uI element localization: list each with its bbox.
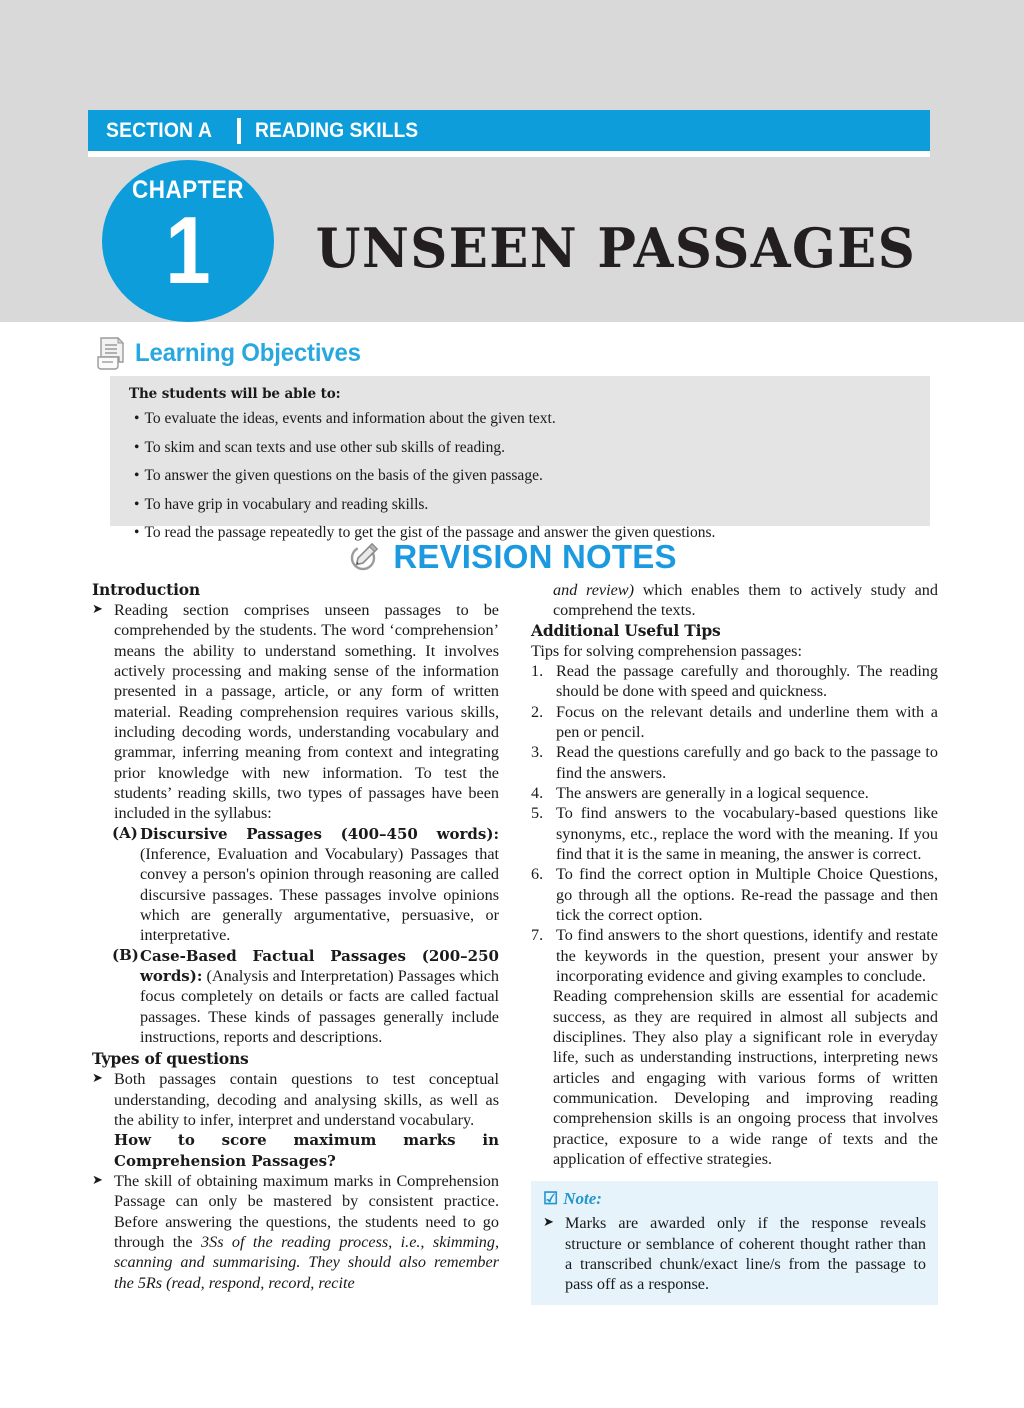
- passage-type-a-label: (A): [112, 823, 138, 842]
- note-text: ➤ Marks are awarded only if the response reveals structure or semblance of coherent thought rather than a transcribed chunk/exact line/s from the passage to pass off as a response.: [543, 1213, 926, 1294]
- passage-type-a: [92, 824, 499, 946]
- tip-text: To find the correct option in Multiple Choice Questions, go through all the options. Re-read the passage and then tick the correct option.: [556, 865, 938, 924]
- tip-item: [531, 864, 938, 925]
- chapter-number: 1: [165, 197, 211, 304]
- bullet-glyph: •: [134, 467, 140, 485]
- revision-notes-title: REVISION NOTES: [393, 538, 677, 575]
- pencil-revision-icon: [347, 541, 379, 573]
- section-bar: [88, 110, 930, 151]
- tip-text: To find answers to the short questions, identify and restate the keywords in the question, present your answer by incorporating evidence and giving examples to conclude.: [556, 926, 938, 985]
- chapter-word-label: CHAPTER: [132, 176, 244, 204]
- tip-item: [531, 702, 938, 743]
- tip-text: Read the questions carefully and go back to the passage to find the answers.: [556, 743, 938, 782]
- learning-objectives-header: [96, 336, 370, 370]
- tip-number: 7.: [531, 926, 544, 945]
- additional-tips-heading: Additional Useful Tips: [531, 620, 721, 640]
- bullet-glyph: •: [134, 438, 140, 456]
- tip-text: Focus on the relevant details and underline them with a pen or pencil.: [556, 702, 938, 741]
- note-box: [531, 1181, 938, 1304]
- tips-lead: Tips for solving comprehension passages:: [531, 641, 802, 660]
- types-of-questions-heading: Types of questions: [92, 1049, 249, 1069]
- tip-item: [531, 803, 938, 864]
- tip-text: Read the passage carefully and thoroughly. The reading should be done with speed and quickness.: [556, 661, 938, 701]
- learning-objective-text: To skim and scan texts and use other sub skills of reading.: [144, 438, 505, 456]
- section-label: SECTION A: [106, 118, 213, 142]
- chapter-badge: [102, 160, 274, 322]
- tip-number: 6.: [531, 865, 544, 884]
- continuation-paragraph: [531, 580, 938, 621]
- tip-number: 1.: [531, 661, 544, 680]
- passage-type-a-title: Discursive Passages (400–450 words):: [140, 824, 499, 843]
- learning-objectives-box: [110, 376, 930, 542]
- learning-objective-text: To have grip in vocabulary and reading skills.: [144, 495, 429, 513]
- introduction-heading: Introduction: [92, 580, 200, 599]
- left-column: [92, 580, 499, 1305]
- tip-item: [531, 661, 938, 702]
- body-columns: [92, 580, 938, 1305]
- tip-text: The answers are generally in a logical sequence.: [556, 783, 869, 802]
- continuation-plain: which enables them to actively study and comprehend the texts.: [553, 581, 938, 620]
- passage-type-b-text: (Analysis and Interpretation) Passages which focus completely on details or facts are called factual passages. These kinds of passages generally include instructions, reports and descriptions.: [140, 966, 499, 1046]
- learning-objective-item: [134, 493, 914, 517]
- tip-number: 4.: [531, 783, 544, 802]
- tip-number: 5.: [531, 804, 544, 823]
- learning-objectives-title: Learning Objectives: [135, 338, 361, 367]
- learning-objectives-lead: The students will be able to:: [129, 386, 341, 402]
- passage-type-b-title: Case-Based Factual Passages (200–250 words):: [140, 946, 499, 985]
- score-maximum-marks-paragraph: [92, 1171, 499, 1293]
- right-column: [531, 580, 938, 1305]
- passage-type-a-text: (Inference, Evaluation and Vocabulary) Passages that convey a person's opinion through reasoning are called discursive passages. These passages involve opinions which are generally argumentative, persuasive, or interpretative.: [140, 844, 499, 945]
- learning-objective-text: To evaluate the ideas, events and information about the given text.: [144, 410, 556, 427]
- passage-type-b: [92, 946, 499, 1048]
- score-maximum-marks-heading: How to score maximum marks in Comprehension Passages?: [114, 1131, 499, 1170]
- bullet-glyph: •: [134, 495, 140, 513]
- closing-paragraph: Reading comprehension skills are essential for academic success, as they are required in almost all subjects and disciplines. They also play a significant role in everyday life, such as understanding instructions, interpreting news articles and engaging with various forms of written communication. Developing and improving reading comprehension skills is an ongoing process that involves practice, exposure to a wide range of texts and the application of effective strategies.: [553, 987, 938, 1168]
- learning-objective-item: [134, 436, 914, 460]
- passage-type-b-label: (B): [112, 945, 139, 964]
- section-divider: [237, 118, 241, 144]
- tip-item: [531, 925, 938, 986]
- section-bar-underline: [88, 151, 930, 157]
- learning-objective-item: [134, 407, 914, 431]
- introduction-paragraph: ➤ Reading section comprises unseen passages to be comprehended by the students. The word ‘comprehension’ means the ability to understand something. It involves actively processing and making sense of the information presented in a passage, article, or any form of written material. Reading comprehension requires various skills, including decoding words, understanding vocabulary and grammar, inferring meaning from context and integrating prior knowledge with new information. To test the students’ reading skills, two types of passages have been included in the syllabus:: [92, 600, 499, 824]
- tip-item: [531, 742, 938, 783]
- tip-item: [531, 783, 938, 803]
- learning-objective-item: [134, 464, 914, 488]
- learning-objective-text: To answer the given questions on the basis of the given passage.: [144, 467, 543, 485]
- revision-notes-header: [0, 538, 1024, 576]
- tip-number: 3.: [531, 743, 544, 762]
- note-label: Note:: [563, 1189, 602, 1209]
- page-title: UNSEEN PASSAGES: [315, 216, 917, 280]
- learning-objective-text: To read the passage repeatedly to get the gist of the passage and answer the given questions.: [144, 524, 716, 542]
- score-paragraph-italic: 3Ss of the reading process, i.e., skimming, scanning and summarising. They should also remember the 5Rs (read, respond, record, recite: [114, 1232, 499, 1292]
- tip-number: 2.: [531, 702, 544, 721]
- score-paragraph-plain: The skill of obtaining maximum marks in Comprehension Passage can only be mastered by consistent practice. Before answering the questions, the students need to go through the: [114, 1171, 499, 1251]
- note-header: [543, 1189, 926, 1209]
- bullet-glyph: •: [134, 524, 140, 542]
- notes-scroll-icon: [96, 336, 126, 370]
- bullet-glyph: •: [134, 410, 140, 427]
- continuation-italic: and review): [553, 581, 634, 599]
- types-of-questions-paragraph: ➤ Both passages contain questions to test conceptual understanding, decoding and analysing skills, as well as the ability to infer, interpret and understand vocabulary.: [92, 1069, 499, 1130]
- tip-text: To find answers to the vocabulary-based questions like synonyms, etc., replace the word with the meaning. If you find that it is the same in meaning, the answer is correct.: [556, 804, 938, 863]
- checkbox-checked-icon: ☑: [543, 1189, 559, 1209]
- section-title: READING SKILLS: [255, 118, 419, 142]
